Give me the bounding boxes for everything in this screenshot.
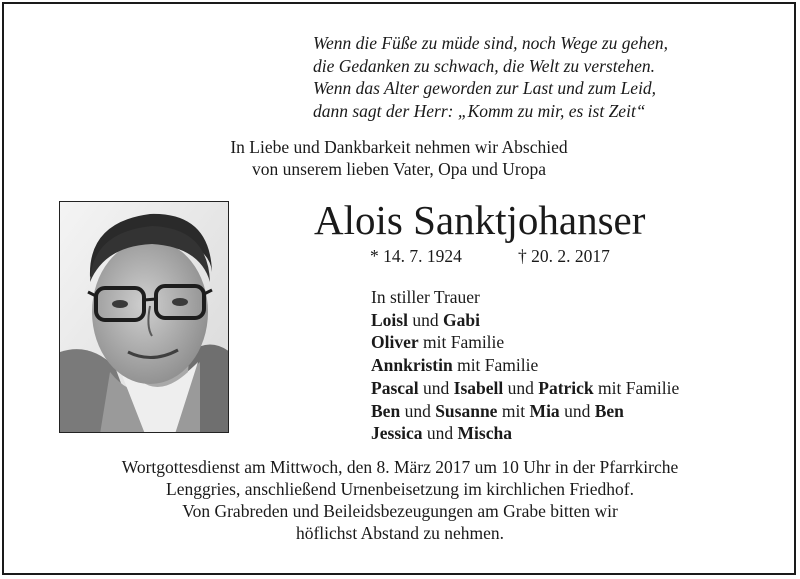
connector: und xyxy=(418,377,454,398)
mourner-name: Mischa xyxy=(457,423,512,444)
poem-line: die Gedanken zu schwach, die Welt zu verstehen. xyxy=(313,55,655,76)
service-line: Wortgottesdienst am Mittwoch, den 8. März 2017 um 10 Uhr in der Pfarrkirche xyxy=(121,457,679,477)
connector: mit xyxy=(497,400,530,421)
mourners-line xyxy=(371,422,679,445)
mourner-name: Ben xyxy=(594,400,624,421)
deceased-name: Alois Sanktjohanser xyxy=(314,197,646,243)
mourner-name: Jessica xyxy=(371,423,423,444)
mourners-heading: In stiller Trauer xyxy=(371,287,480,307)
mourner-name: Gabi xyxy=(442,309,480,330)
mourner-name: Pascal xyxy=(371,377,419,398)
poem-line: Wenn das Alter geworden zur Last und zum Leid, xyxy=(313,78,657,98)
service-line: höflichst Abstand zu nehmen. xyxy=(295,523,505,543)
mourners-line xyxy=(371,331,679,354)
connector: mit Familie xyxy=(593,377,680,398)
connector: und xyxy=(422,423,458,444)
mourner-name: Ben xyxy=(371,400,401,421)
portrait-photo xyxy=(59,201,229,433)
connector: und xyxy=(503,377,539,398)
mourners-list xyxy=(371,286,679,445)
death-date: † 20. 2. 2017 xyxy=(518,246,610,266)
connector: mit Familie xyxy=(418,332,505,353)
connector: und xyxy=(407,309,443,330)
mourner-name: Susanne xyxy=(435,400,498,421)
mourners-line xyxy=(371,400,679,423)
mourner-name: Mia xyxy=(529,400,560,421)
poem xyxy=(313,32,668,122)
poem-line: Wenn die Füße zu müde sind, noch Wege zu gehen, xyxy=(313,33,668,53)
service-info xyxy=(0,456,800,544)
intro-text xyxy=(0,136,800,180)
mourners-line xyxy=(371,309,679,332)
mourner-name: Loisl xyxy=(371,309,408,330)
service-line: Lenggries, anschließend Urnenbeisetzung im kirchlichen Friedhof. xyxy=(166,479,634,499)
service-line: Von Grabreden und Beileidsbezeugungen am Grabe bitten wir xyxy=(182,501,618,521)
connector: und xyxy=(559,400,595,421)
mourners-line xyxy=(371,354,679,377)
connector: mit Familie xyxy=(452,355,539,376)
mourner-name: Isabell xyxy=(453,377,504,398)
intro-line: In Liebe und Dankbarkeit nehmen wir Abschied xyxy=(230,137,568,157)
mourners-line xyxy=(371,377,679,400)
birth-date: * 14. 7. 1924 xyxy=(370,246,462,266)
mourner-name: Patrick xyxy=(538,377,594,398)
intro-line: von unserem lieben Vater, Opa und Uropa xyxy=(252,159,546,179)
mourner-name: Oliver xyxy=(371,332,419,353)
poem-line: dann sagt der Herr: „Komm zu mir, es ist Zeit“ xyxy=(313,100,646,121)
connector: und xyxy=(400,400,436,421)
mourner-name: Annkristin xyxy=(371,355,453,376)
